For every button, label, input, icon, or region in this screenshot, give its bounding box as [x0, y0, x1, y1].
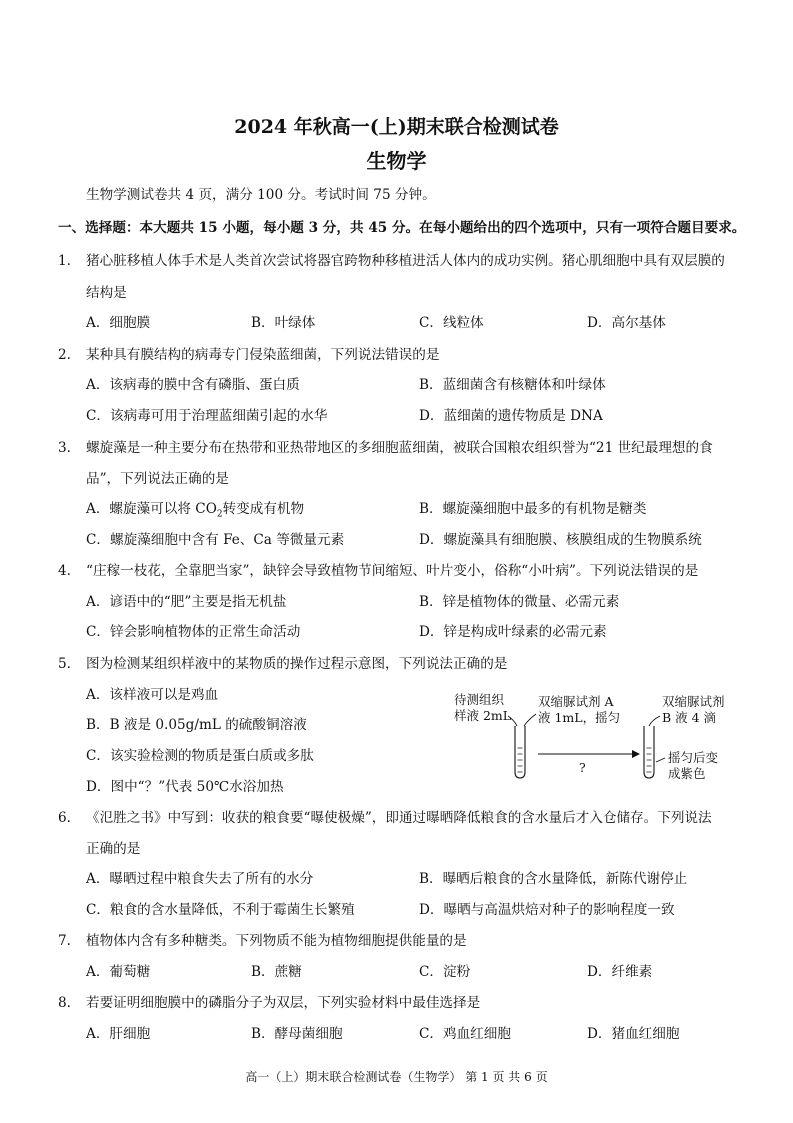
- question-stem: 《氾胜之书》中写到：收获的粮食要“曝使极燥”，即通过曝晒降低粮食的含水量后才入仓储存。下列说法: [86, 810, 712, 826]
- option-b: B．酵母菌细胞: [251, 1026, 343, 1042]
- question-stem: 植物体内含有多种糖类。下列物质不能为植物细胞提供能量的是: [86, 933, 467, 949]
- option-a: A．谚语中的“肥”主要是指无机盐: [86, 594, 287, 610]
- experiment-diagram: [452, 690, 752, 790]
- pointer-line: [524, 714, 536, 726]
- pointer-line: [656, 758, 665, 762]
- label-question-mark: ?: [579, 760, 586, 775]
- option-c: C．粮食的含水量降低，不利于霉菌生长繁殖: [86, 902, 355, 918]
- option-c: C．该病毒可用于治理蓝细菌引起的水华: [86, 408, 328, 424]
- label-reagent-b-line2: B 液 4 滴: [662, 710, 717, 725]
- exam-title: 2024 年秋高一(上)期末联合检测试卷: [234, 116, 559, 138]
- option-c: C．螺旋藻细胞中含有 Fe、Ca 等微量元素: [86, 532, 345, 548]
- option-d: D．高尔基体: [587, 315, 666, 331]
- subscript: 2: [216, 509, 223, 520]
- option-b: B．螺旋藻细胞中最多的有机物是糖类: [419, 501, 647, 517]
- question-stem: 正确的是: [86, 841, 141, 857]
- option-d: D．锌是构成叶绿素的必需元素: [419, 624, 607, 640]
- option-c: C．鸡血红细胞: [419, 1026, 511, 1042]
- exam-intro: 生物学测试卷共 4 页，满分 100 分。考试时间 75 分钟。: [86, 187, 436, 203]
- question-stem: 螺旋藻是一种主要分布在热带和亚热带地区的多细胞蓝细菌，被联合国粮农组织誉为“21 世纪最理想的食: [86, 440, 713, 456]
- option-a: A．该病毒的膜中含有磷脂、蛋白质: [86, 377, 300, 393]
- option-a: [86, 500, 304, 524]
- option-a: A．葡萄糖: [86, 964, 151, 980]
- option-a: A．肝细胞: [86, 1026, 151, 1042]
- pointer-line: [649, 716, 660, 726]
- option-b: B．蓝细菌含有核糖体和叶绿体: [419, 377, 606, 393]
- option-c: C．淀粉: [419, 964, 471, 980]
- option-b: B．B 液是 0.05g/mL 的硫酸铜溶液: [86, 717, 307, 733]
- test-tube-icon: [644, 726, 654, 778]
- question-number: 5.: [58, 656, 71, 672]
- question-stem: 某种具有膜结构的病毒专门侵染蓝细菌，下列说法错误的是: [86, 347, 440, 363]
- label-result-line2: 成紫色: [668, 766, 706, 781]
- option-d: D．曝晒与高温烘焙对种子的影响程度一致: [419, 902, 675, 918]
- option-b: B．蔗糖: [251, 964, 302, 980]
- question-number: 2.: [58, 347, 71, 363]
- option-d: D．猪血红细胞: [587, 1026, 680, 1042]
- question-stem: “庄稼一枝花，全靠肥当家”，缺锌会导致植物节间缩短、叶片变小，俗称“小叶病”。下列说法错误的是: [86, 563, 699, 579]
- label-reagent-b-line1: 双缩脲试剂: [662, 694, 725, 709]
- option-d: D．图中“？”代表 50℃水浴加热: [86, 779, 284, 795]
- option-c: C．锌会影响植物体的正常生命活动: [86, 624, 301, 640]
- page-footer: 高一（上）期末联合检测试卷（生物学） 第 1 页 共 6 页: [245, 1070, 548, 1084]
- option-c: C．该实验检测的物质是蛋白质或多肽: [86, 748, 314, 764]
- question-number: 3.: [58, 440, 71, 456]
- question-number: 1.: [58, 253, 71, 269]
- question-stem: 结构是: [86, 285, 127, 301]
- subject-title: 生物学: [366, 149, 427, 173]
- question-number: 7.: [58, 933, 71, 949]
- question-stem: 若要证明细胞膜中的磷脂分子为双层，下列实验材料中最佳选择是: [86, 995, 481, 1011]
- option-d: D．螺旋藻具有细胞膜、核膜组成的生物膜系统: [419, 532, 702, 548]
- option-a: A．该样液可以是鸡血: [86, 687, 219, 703]
- arrow-head-icon: [632, 750, 640, 758]
- option-c: C．线粒体: [419, 315, 484, 331]
- option-a-text: A．螺旋藻可以将 CO: [86, 501, 217, 517]
- label-sample-line1: 待测组织: [454, 692, 505, 707]
- label-result-line1: 摇匀后变: [668, 750, 719, 765]
- question-stem: 图为检测某组织样液中的某物质的操作过程示意图，下列说法正确的是: [86, 656, 508, 672]
- option-d: D．纤维素: [587, 964, 653, 980]
- option-a: A．曝晒过程中粮食失去了所有的水分: [86, 871, 314, 887]
- label-reagent-a-line1: 双缩脲试剂 A: [538, 694, 614, 709]
- question-number: 8.: [58, 995, 71, 1011]
- option-b: B．曝晒后粮食的含水量降低，新陈代谢停止: [419, 871, 688, 887]
- question-number: 4.: [58, 563, 71, 579]
- question-stem: 猪心脏移植人体手术是人类首次尝试将器官跨物种移植进活人体内的成功实例。猪心肌细胞中具有双层膜的: [86, 253, 725, 269]
- option-b: B．锌是植物体的微量、必需元素: [419, 594, 620, 610]
- test-tube-icon: [515, 726, 525, 778]
- section-heading: 一、选择题：本大题共 15 小题，每小题 3 分，共 45 分。在每小题给出的四个选项中，只有一项符合题目要求。: [58, 220, 746, 236]
- label-sample-line2: 样液 2mL: [454, 708, 512, 723]
- question-stem: 品”，下列说法正确的是: [86, 471, 229, 487]
- option-a: A．细胞膜: [86, 315, 151, 331]
- option-b: B．叶绿体: [251, 315, 316, 331]
- label-reagent-a-line2: 液 1mL，摇匀: [538, 710, 621, 725]
- option-a-text: 转变成有机物: [222, 501, 305, 517]
- question-number: 6.: [58, 810, 71, 826]
- option-d: D．蓝细菌的遗传物质是 DNA: [419, 408, 603, 424]
